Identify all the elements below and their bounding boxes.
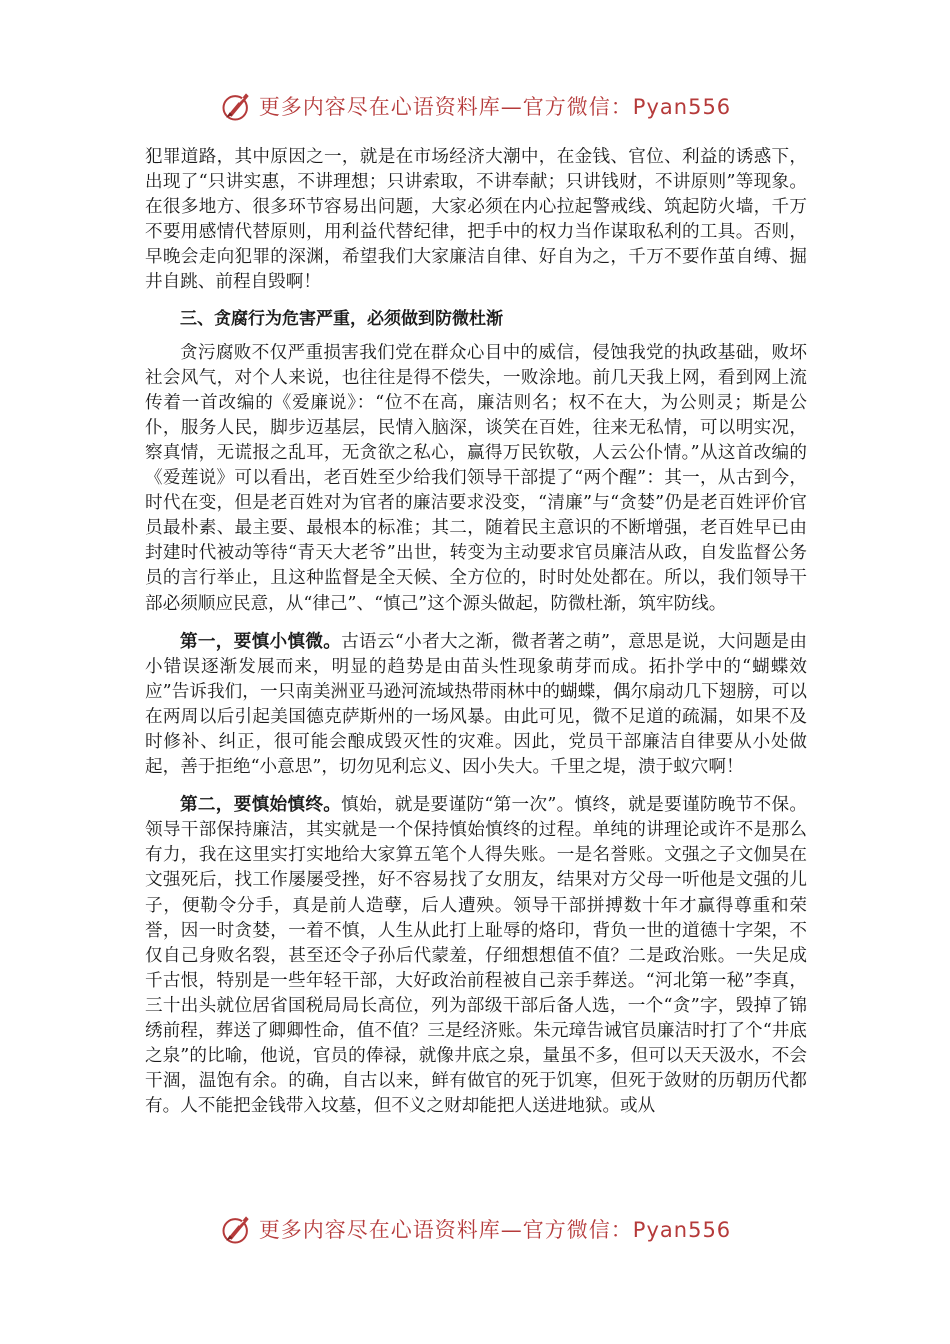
quill-pen-logo-icon xyxy=(219,1211,255,1247)
paragraph-text: 古语云“小者大之渐，微者著之萌”，意思是说，大问题是由小错误逐渐发展而来，明显的趋势是由苗头性现象萌芽而成。拓扑学中的“蝴蝶效应”告诉我们，一只南美洲亚马逊河流域热带雨林中的蝴蝶，偶尔扇动几下翅膀，可以在两周以后引起美国德克萨斯州的一场风暴。由此可见，微不足道的疏漏，如果不及时修补、纠正，很可能会酿成毁灭性的灾难。因此，党员干部廉洁自律要从小处做起，善于拒绝“小意思”，切勿见利忘义、因小失大。千里之堤，溃于蚁穴啊！ xyxy=(145,631,807,778)
paragraph xyxy=(145,793,807,1119)
paragraph-lead: 第二，要慎始慎终。 xyxy=(180,795,342,816)
quill-pen-logo-icon xyxy=(219,88,255,124)
paragraph-text: 慎始，就是要谨防“第一次”。慎终，就是要谨防晚节不保。领导干部保持廉洁，其实就是一个保持慎始慎终的过程。单纯的讲理论或许不是那么有力，我在这里实打实地给大家算五笔个人得失账。一是名誉账。文强之子文伽昊在文强死后，找工作屡屡受挫，好不容易找了女朋友，结果对方父母一听他是文强的儿子，便勒令分手，真是前人造孽，后人遭殃。领导干部拼搏数十年才赢得尊重和荣誉，因一时贪婪，一着不慎，人生从此打上耻辱的烙印，背负一世的道德十字架，不仅自己身败名裂，甚至还令子孙后代蒙羞，仔细想想值不值？二是政治账。一失足成千古恨，特别是一些年轻干部，大好政治前程被自己亲手葬送。“河北第一秘”李真，三十出头就位居省国税局局长高位，列为部级干部后备人选，一个“贪”字，毁掉了锦绣前程，葬送了卿卿性命，值不值？三是经济账。朱元璋告诫官员廉洁时打了个“井底之泉”的比喻，他说，官员的俸禄，就像井底之泉，量虽不多，但可以天天汲水，不会干涸，温饱有余。的确，自古以来，鲜有做官的死于饥寒，但死于敛财的历朝历代都有。人不能把金钱带入坟墓，但不义之财却能把人送进地狱。或从 xyxy=(145,795,807,1117)
banner-text: 更多内容尽在心语资料库—官方微信：Pyan556 xyxy=(258,95,732,119)
banner-text: 更多内容尽在心语资料库—官方微信：Pyan556 xyxy=(258,1218,732,1242)
paragraph xyxy=(145,630,807,781)
header-banner xyxy=(0,84,950,128)
section-heading: 三、贪腐行为危害严重，必须做到防微杜渐 xyxy=(180,308,503,329)
paragraph: 贪污腐败不仅严重损害我们党在群众心目中的威信，侵蚀我党的执政基础，败坏社会风气，对个人来说，也往往是得不偿失，一败涂地。前几天我上网，看到网上流传着一首改编的《爱廉说》：“位不在高，廉洁则名；权不在大，为公则灵；斯是公仆，服务人民，脚步迈基层，民情入脑深，谈笑在百姓，往来无私情，可以明实况，察真情，无谎报之乱耳，无贪欲之私心，赢得万民钦敬，人云公仆情。”从这首改编的《爱莲说》可以看出，老百姓至少给我们领导干部提了“两个醒”：其一，从古到今，时代在变，但是老百姓对为官者的廉洁要求没变，“清廉”与“贪婪”仍是老百姓评价官员最朴素、最主要、最根本的标准；其二，随着民主意识的不断增强，老百姓早已由封建时代被动等待“青天大老爷”出世，转变为主动要求官员廉洁从政，自发监督公务员的言行举止，且这种监督是全天候、全方位的，时时处处都在。所以，我们领导干部必须顺应民意，从“律己”、“慎己”这个源头做起，防微杜渐，筑牢防线。 xyxy=(145,342,807,614)
paragraph: 犯罪道路，其中原因之一，就是在市场经济大潮中，在金钱、官位、利益的诱惑下，出现了“只讲实惠，不讲理想；只讲索取，不讲奉献；只讲钱财，不讲原则”等现象。在很多地方、很多环节容易出问题，大家必须在内心拉起警戒线、筑起防火墙，千万不要用感情代替原则，用利益代替纪律，把手中的权力当作谋取私利的工具。否则，早晚会走向犯罪的深渊，希望我们大家廉洁自律、好自为之，千万不要作茧自缚、掘井自跳、前程自毁啊！ xyxy=(145,147,807,293)
footer-banner xyxy=(0,1207,950,1251)
document-body xyxy=(145,145,807,1119)
paragraph-lead: 第一，要慎小慎微。 xyxy=(180,631,342,652)
